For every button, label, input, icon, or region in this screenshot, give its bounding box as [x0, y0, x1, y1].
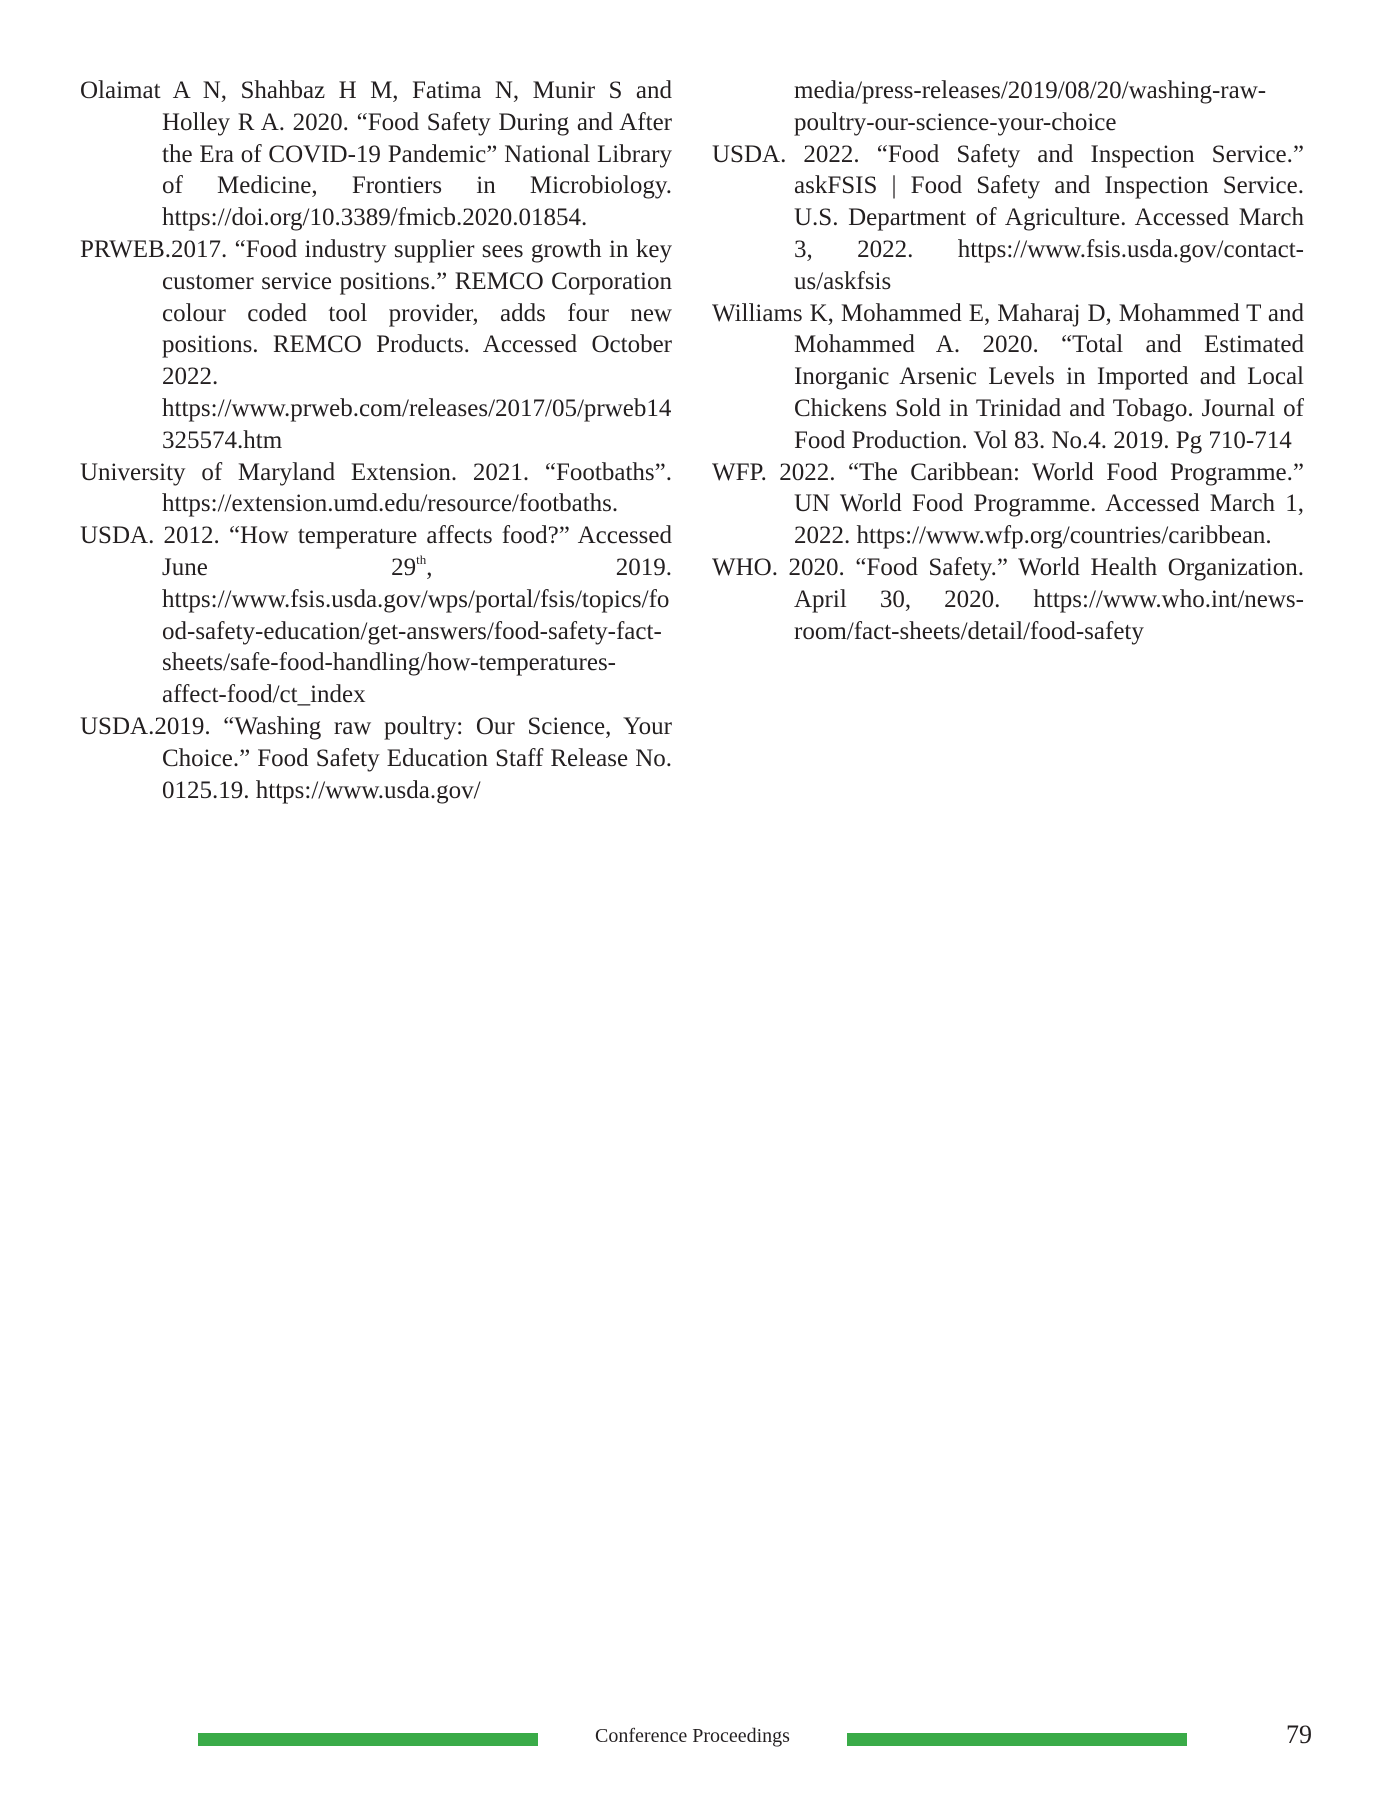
references-column-right: [712, 75, 1304, 647]
page-number: 79: [1286, 1720, 1312, 1749]
reference-wfp: WFP. 2022. “The Caribbean: World Food Programme.” UN World Food Programme. Accessed March 1, 2022. https://www.wfp.org/countries/caribbean.: [712, 458, 1304, 550]
page-footer: [0, 1722, 1391, 1762]
footer-title: Conference Proceedings: [595, 1725, 790, 1747]
reference-usda-2022: USDA. 2022. “Food Safety and Inspection Service.” askFSIS | Food Safety and Inspection Service. U.S. Department of Agriculture. Accessed March 3, 2022. https://www.fsis.usda.gov/contact-us/askfsis: [712, 140, 1304, 295]
reference-usda-2012: [80, 520, 672, 711]
reference-olaimat: Olaimat A N, Shahbaz H M, Fatima N, Munir S and Holley R A. 2020. “Food Safety During and After the Era of COVID-19 Pandemic” National Library of Medicine, Frontiers in Microbiology. https://doi.org/10.3389/fmicb.2020.01854.: [80, 77, 672, 232]
footer-bar-left: [198, 1733, 538, 1746]
reference-usda-2019: USDA.2019. “Washing raw poultry: Our Science, Your Choice.” Food Safety Education Staff Release No. 0125.19. https://www.usda.gov/: [80, 712, 672, 804]
footer-bar-right: [847, 1733, 1187, 1746]
reference-usda-2012-part2: , 2019. https://www.fsis.usda.gov/wps/portal/fsis/topics/food-safety-education/get-answers/food-safety-fact-sheets/safe-food-handling/how-temperatures-affect-food/ct_index: [162, 553, 673, 709]
reference-umd: University of Maryland Extension. 2021. “Footbaths”. https://extension.umd.edu/resource/footbaths.: [80, 458, 672, 518]
reference-williams: Williams K, Mohammed E, Maharaj D, Mohammed T and Mohammed A. 2020. “Total and Estimated Inorganic Arsenic Levels in Imported and Local Chickens Sold in Trinidad and Tobago. Journal of Food Production. Vol 83. No.4. 2019. Pg 710-714: [712, 299, 1304, 454]
references-column-left: [80, 75, 672, 806]
reference-usda-2019-continued: media/press-releases/2019/08/20/washing-raw-poultry-our-science-your-choice: [794, 77, 1267, 136]
reference-who: WHO. 2020. “Food Safety.” World Health Organization. April 30, 2020. https://www.who.int/news-room/fact-sheets/detail/food-safety: [712, 553, 1304, 645]
reference-usda-2012-part1: USDA. 2012. “How temperature affects food?” Accessed June 29: [80, 522, 672, 581]
reference-prweb: PRWEB.2017. “Food industry supplier sees growth in key customer service positions.” REMCO Corporation colour coded tool provider, adds four new positions. REMCO Products. Accessed October 2022. https://www.prweb.com/releases/2017/05/prweb14325574.htm: [80, 235, 672, 454]
ordinal-suffix: th: [416, 551, 427, 567]
